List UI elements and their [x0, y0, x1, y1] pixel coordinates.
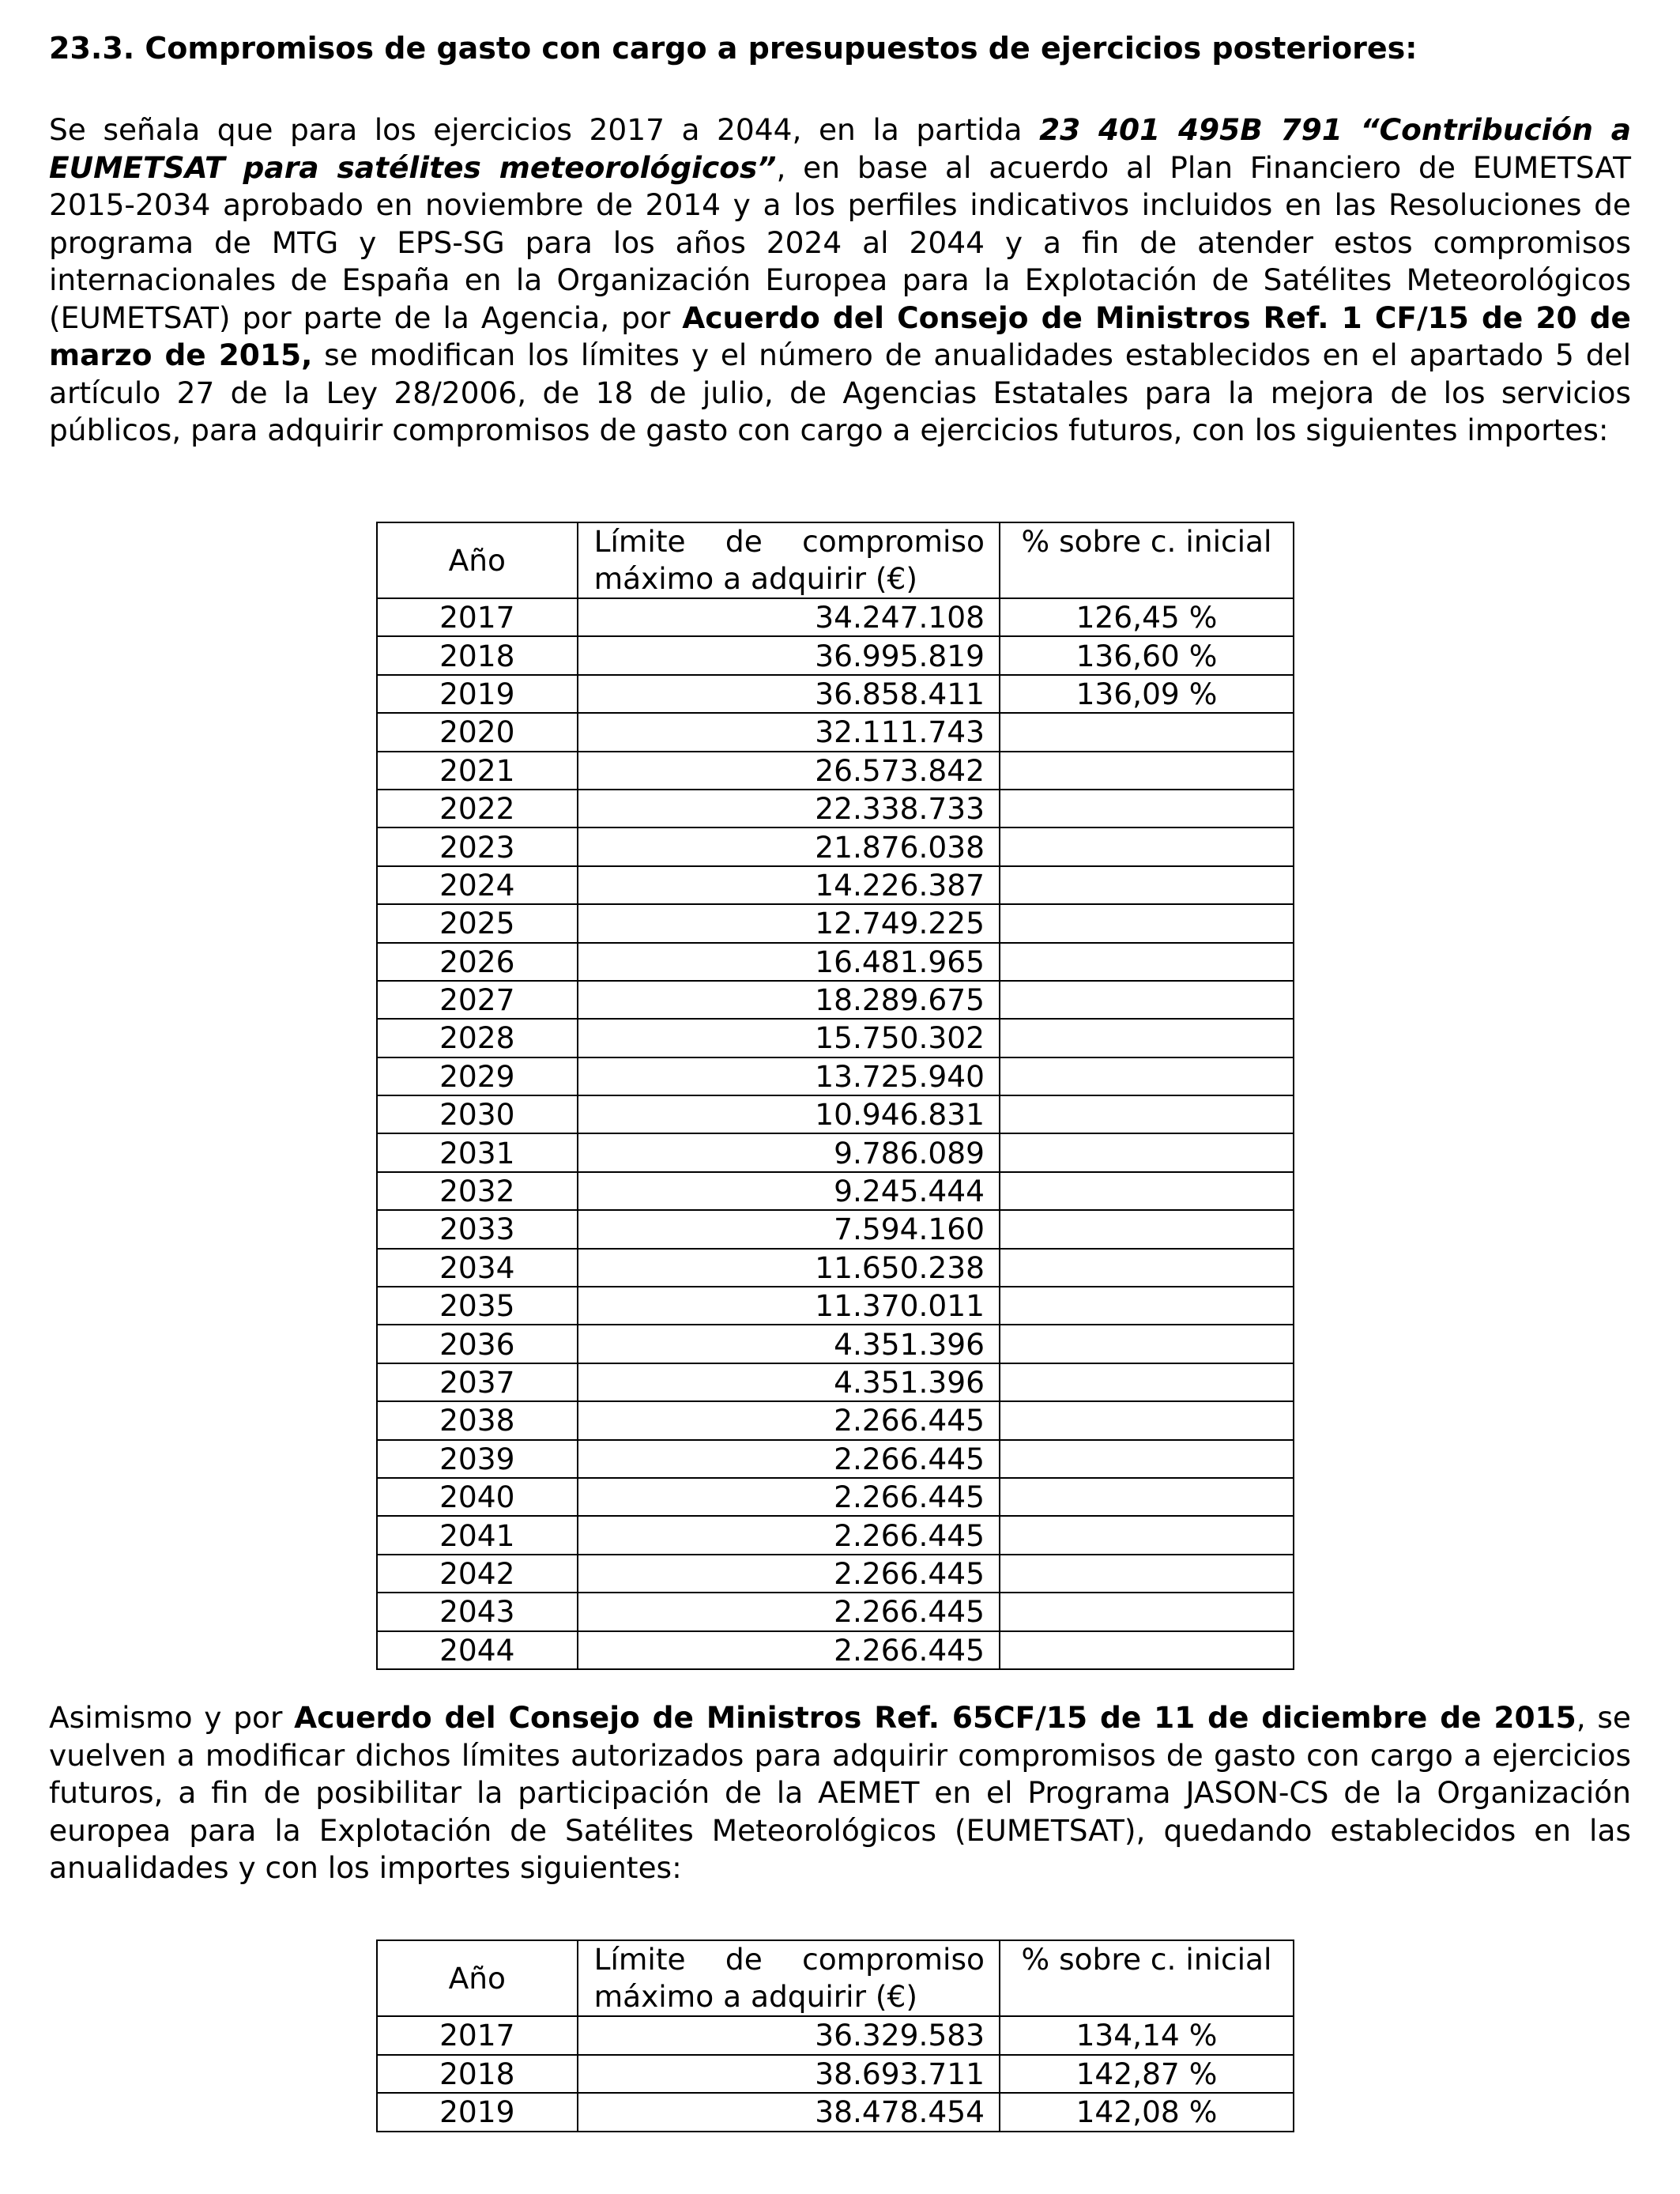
cell-limit: 2.266.445: [578, 1440, 1000, 1478]
cell-percent: [1000, 1478, 1294, 1516]
jason-cs-limits-table: [376, 1940, 1294, 2132]
cell-year: 2019: [377, 675, 578, 713]
paragraph1-text-1: Se señala que para los ejercicios 2017 a 2044, en la partida: [49, 112, 1040, 147]
cell-limit: 4.351.396: [578, 1325, 1000, 1363]
table-row: [377, 1287, 1294, 1325]
cell-year: 2041: [377, 1516, 578, 1554]
cell-year: 2032: [377, 1172, 578, 1210]
cell-year: 2044: [377, 1631, 578, 1669]
cell-year: 2023: [377, 827, 578, 865]
cell-percent: [1000, 1019, 1294, 1057]
cell-year: 2019: [377, 2093, 578, 2132]
cell-limit: 32.111.743: [578, 713, 1000, 751]
cell-percent: [1000, 1516, 1294, 1554]
cell-percent: [1000, 1631, 1294, 1669]
cell-limit: 10.946.831: [578, 1095, 1000, 1133]
table-row: [377, 1133, 1294, 1171]
table-row: [377, 2055, 1294, 2094]
cell-percent: 134,14 %: [1000, 2016, 1294, 2055]
cell-percent: 136,60 %: [1000, 636, 1294, 674]
cell-limit: 2.266.445: [578, 1478, 1000, 1516]
table-row: [377, 636, 1294, 674]
table-row: [377, 981, 1294, 1019]
cell-limit: 38.478.454: [578, 2093, 1000, 2132]
cell-year: 2030: [377, 1095, 578, 1133]
cell-limit: 22.338.733: [578, 790, 1000, 827]
table-row: [377, 2016, 1294, 2055]
cell-percent: [1000, 1287, 1294, 1325]
cell-year: 2029: [377, 1057, 578, 1095]
cell-year: 2024: [377, 866, 578, 904]
table-row: [377, 943, 1294, 981]
table-row: [377, 1095, 1294, 1133]
header-limit-line1: Límite de compromiso: [593, 524, 985, 559]
paragraph-eumetsat-commitments: [49, 111, 1631, 450]
cell-limit: 18.289.675: [578, 981, 1000, 1019]
paragraph2-text-2: , se vuelven a modificar dichos límites autorizados para adquirir compromisos de gasto con cargo a ejercicios futuros, a fin de posibilitar la participación de la AEMET en el Programa JASON-CS de la Organización europea para la Explotación de Satélites Meteorológicos (EUMETSAT), quedando establecidos en las anualidades y con los importes siguientes:: [49, 1700, 1632, 1885]
budget-line-reference: 23 401 495B 791 “Contribución a EUMETSAT para satélites meteorológicos”: [49, 112, 1632, 185]
cell-limit: 34.247.108: [578, 598, 1000, 636]
council-agreement-reference-2: Acuerdo del Consejo de Ministros Ref. 65CF/15 de 11 de diciembre de 2015: [294, 1700, 1576, 1735]
table-row: [377, 675, 1294, 713]
cell-percent: 142,08 %: [1000, 2093, 1294, 2132]
paragraph2-text-1: Asimismo y por: [49, 1700, 295, 1735]
table-row: [377, 713, 1294, 751]
cell-year: 2021: [377, 752, 578, 790]
header-limit-line1: Límite de compromiso: [593, 1942, 985, 1977]
header-limit: [578, 522, 1000, 598]
table-row: [377, 1555, 1294, 1593]
cell-limit: 36.329.583: [578, 2016, 1000, 2055]
header-percent: % sobre c. inicial: [1000, 522, 1294, 598]
table-row: [377, 1440, 1294, 1478]
header-limit: [578, 1940, 1000, 2016]
cell-percent: [1000, 1095, 1294, 1133]
cell-year: 2043: [377, 1593, 578, 1630]
cell-limit: 2.266.445: [578, 1516, 1000, 1554]
cell-percent: [1000, 1363, 1294, 1401]
cell-percent: [1000, 1593, 1294, 1630]
cell-limit: 12.749.225: [578, 904, 1000, 942]
cell-percent: [1000, 1440, 1294, 1478]
cell-year: 2040: [377, 1478, 578, 1516]
table-row: [377, 752, 1294, 790]
cell-limit: 13.725.940: [578, 1057, 1000, 1095]
cell-limit: 36.858.411: [578, 675, 1000, 713]
cell-year: 2017: [377, 2016, 578, 2055]
cell-year: 2037: [377, 1363, 578, 1401]
cell-percent: [1000, 827, 1294, 865]
cell-limit: 9.786.089: [578, 1133, 1000, 1171]
table-row: [377, 904, 1294, 942]
table-row: [377, 1057, 1294, 1095]
table-row: [377, 1401, 1294, 1439]
cell-year: 2033: [377, 1210, 578, 1248]
table-row: [377, 1593, 1294, 1630]
council-agreement-reference: Acuerdo del Consejo de Ministros Ref. 1 CF/15 de 20 de marzo de 2015,: [49, 300, 1631, 372]
cell-year: 2025: [377, 904, 578, 942]
cell-year: 2035: [377, 1287, 578, 1325]
cell-year: 2038: [377, 1401, 578, 1439]
cell-limit: 2.266.445: [578, 1631, 1000, 1669]
header-limit-line2: máximo a adquirir (€): [593, 561, 918, 596]
cell-limit: 7.594.160: [578, 1210, 1000, 1248]
header-percent: % sobre c. inicial: [1000, 1940, 1294, 2016]
cell-limit: 36.995.819: [578, 636, 1000, 674]
cell-year: 2018: [377, 2055, 578, 2094]
paragraph1-text-3: se modifican los límites y el número de anualidades establecidos en el apartado 5 del artículo 27 de la Ley 28/2006, de 18 de julio, de Agencias Estatales para la mejora de los servicios públicos, para adquirir compromisos de gasto con cargo a ejercicios futuros, con los siguientes importes:: [49, 337, 1631, 447]
cell-percent: 142,87 %: [1000, 2055, 1294, 2094]
cell-percent: [1000, 1172, 1294, 1210]
cell-percent: [1000, 943, 1294, 981]
header-limit-line2: máximo a adquirir (€): [593, 1979, 918, 2014]
table-row: [377, 866, 1294, 904]
cell-percent: [1000, 790, 1294, 827]
cell-year: 2042: [377, 1555, 578, 1593]
table-header-row: [377, 1940, 1294, 2016]
table-row: [377, 1019, 1294, 1057]
cell-percent: 136,09 %: [1000, 675, 1294, 713]
cell-limit: 11.650.238: [578, 1249, 1000, 1287]
table-row: [377, 790, 1294, 827]
cell-percent: [1000, 1555, 1294, 1593]
section-heading: 23.3. Compromisos de gasto con cargo a presupuestos de ejercicios posteriores:: [49, 31, 1418, 66]
table-row: [377, 1363, 1294, 1401]
table-row: [377, 2093, 1294, 2132]
paragraph-jason-cs: [49, 1699, 1631, 1887]
cell-percent: [1000, 752, 1294, 790]
cell-percent: [1000, 1325, 1294, 1363]
cell-year: 2028: [377, 1019, 578, 1057]
cell-percent: [1000, 713, 1294, 751]
cell-percent: [1000, 1210, 1294, 1248]
cell-percent: [1000, 1249, 1294, 1287]
table-row: [377, 1516, 1294, 1554]
cell-year: 2026: [377, 943, 578, 981]
cell-year: 2017: [377, 598, 578, 636]
table-row: [377, 598, 1294, 636]
table-body: [377, 2016, 1294, 2132]
cell-year: 2027: [377, 981, 578, 1019]
table-row: [377, 1631, 1294, 1669]
table-row: [377, 1172, 1294, 1210]
cell-limit: 15.750.302: [578, 1019, 1000, 1057]
cell-year: 2020: [377, 713, 578, 751]
table-row: [377, 1210, 1294, 1248]
cell-limit: 26.573.842: [578, 752, 1000, 790]
cell-percent: [1000, 1133, 1294, 1171]
cell-percent: [1000, 1401, 1294, 1439]
cell-limit: 2.266.445: [578, 1555, 1000, 1593]
cell-year: 2031: [377, 1133, 578, 1171]
cell-year: 2039: [377, 1440, 578, 1478]
header-year: Año: [377, 522, 578, 598]
cell-limit: 4.351.396: [578, 1363, 1000, 1401]
cell-limit: 9.245.444: [578, 1172, 1000, 1210]
table-row: [377, 827, 1294, 865]
cell-limit: 2.266.445: [578, 1401, 1000, 1439]
cell-year: 2036: [377, 1325, 578, 1363]
cell-limit: 14.226.387: [578, 866, 1000, 904]
cell-limit: 16.481.965: [578, 943, 1000, 981]
cell-percent: [1000, 1057, 1294, 1095]
cell-percent: [1000, 866, 1294, 904]
cell-limit: 21.876.038: [578, 827, 1000, 865]
cell-limit: 11.370.011: [578, 1287, 1000, 1325]
paragraph1-text-2: , en base al acuerdo al Plan Financiero de EUMETSAT 2015-2034 aprobado en noviembre de 2014 y a los perfiles indicativos incluidos en las Resoluciones de programa de MTG y EPS-SG para los años 2024 al 2044 y a fin de atender estos compromisos internacionales de España en la Organización Europea para la Explotación de Satélites Meteorológicos (EUMETSAT) por parte de la Agencia, por: [49, 149, 1631, 335]
cell-limit: 2.266.445: [578, 1593, 1000, 1630]
cell-year: 2018: [377, 636, 578, 674]
cell-year: 2022: [377, 790, 578, 827]
cell-limit: 38.693.711: [578, 2055, 1000, 2094]
table-body: [377, 598, 1294, 1669]
table-row: [377, 1325, 1294, 1363]
cell-percent: [1000, 904, 1294, 942]
cell-year: 2034: [377, 1249, 578, 1287]
table-row: [377, 1249, 1294, 1287]
commitment-limits-table: [376, 522, 1294, 1670]
cell-percent: [1000, 981, 1294, 1019]
table-row: [377, 1478, 1294, 1516]
cell-percent: 126,45 %: [1000, 598, 1294, 636]
table-header-row: [377, 522, 1294, 598]
header-year: Año: [377, 1940, 578, 2016]
